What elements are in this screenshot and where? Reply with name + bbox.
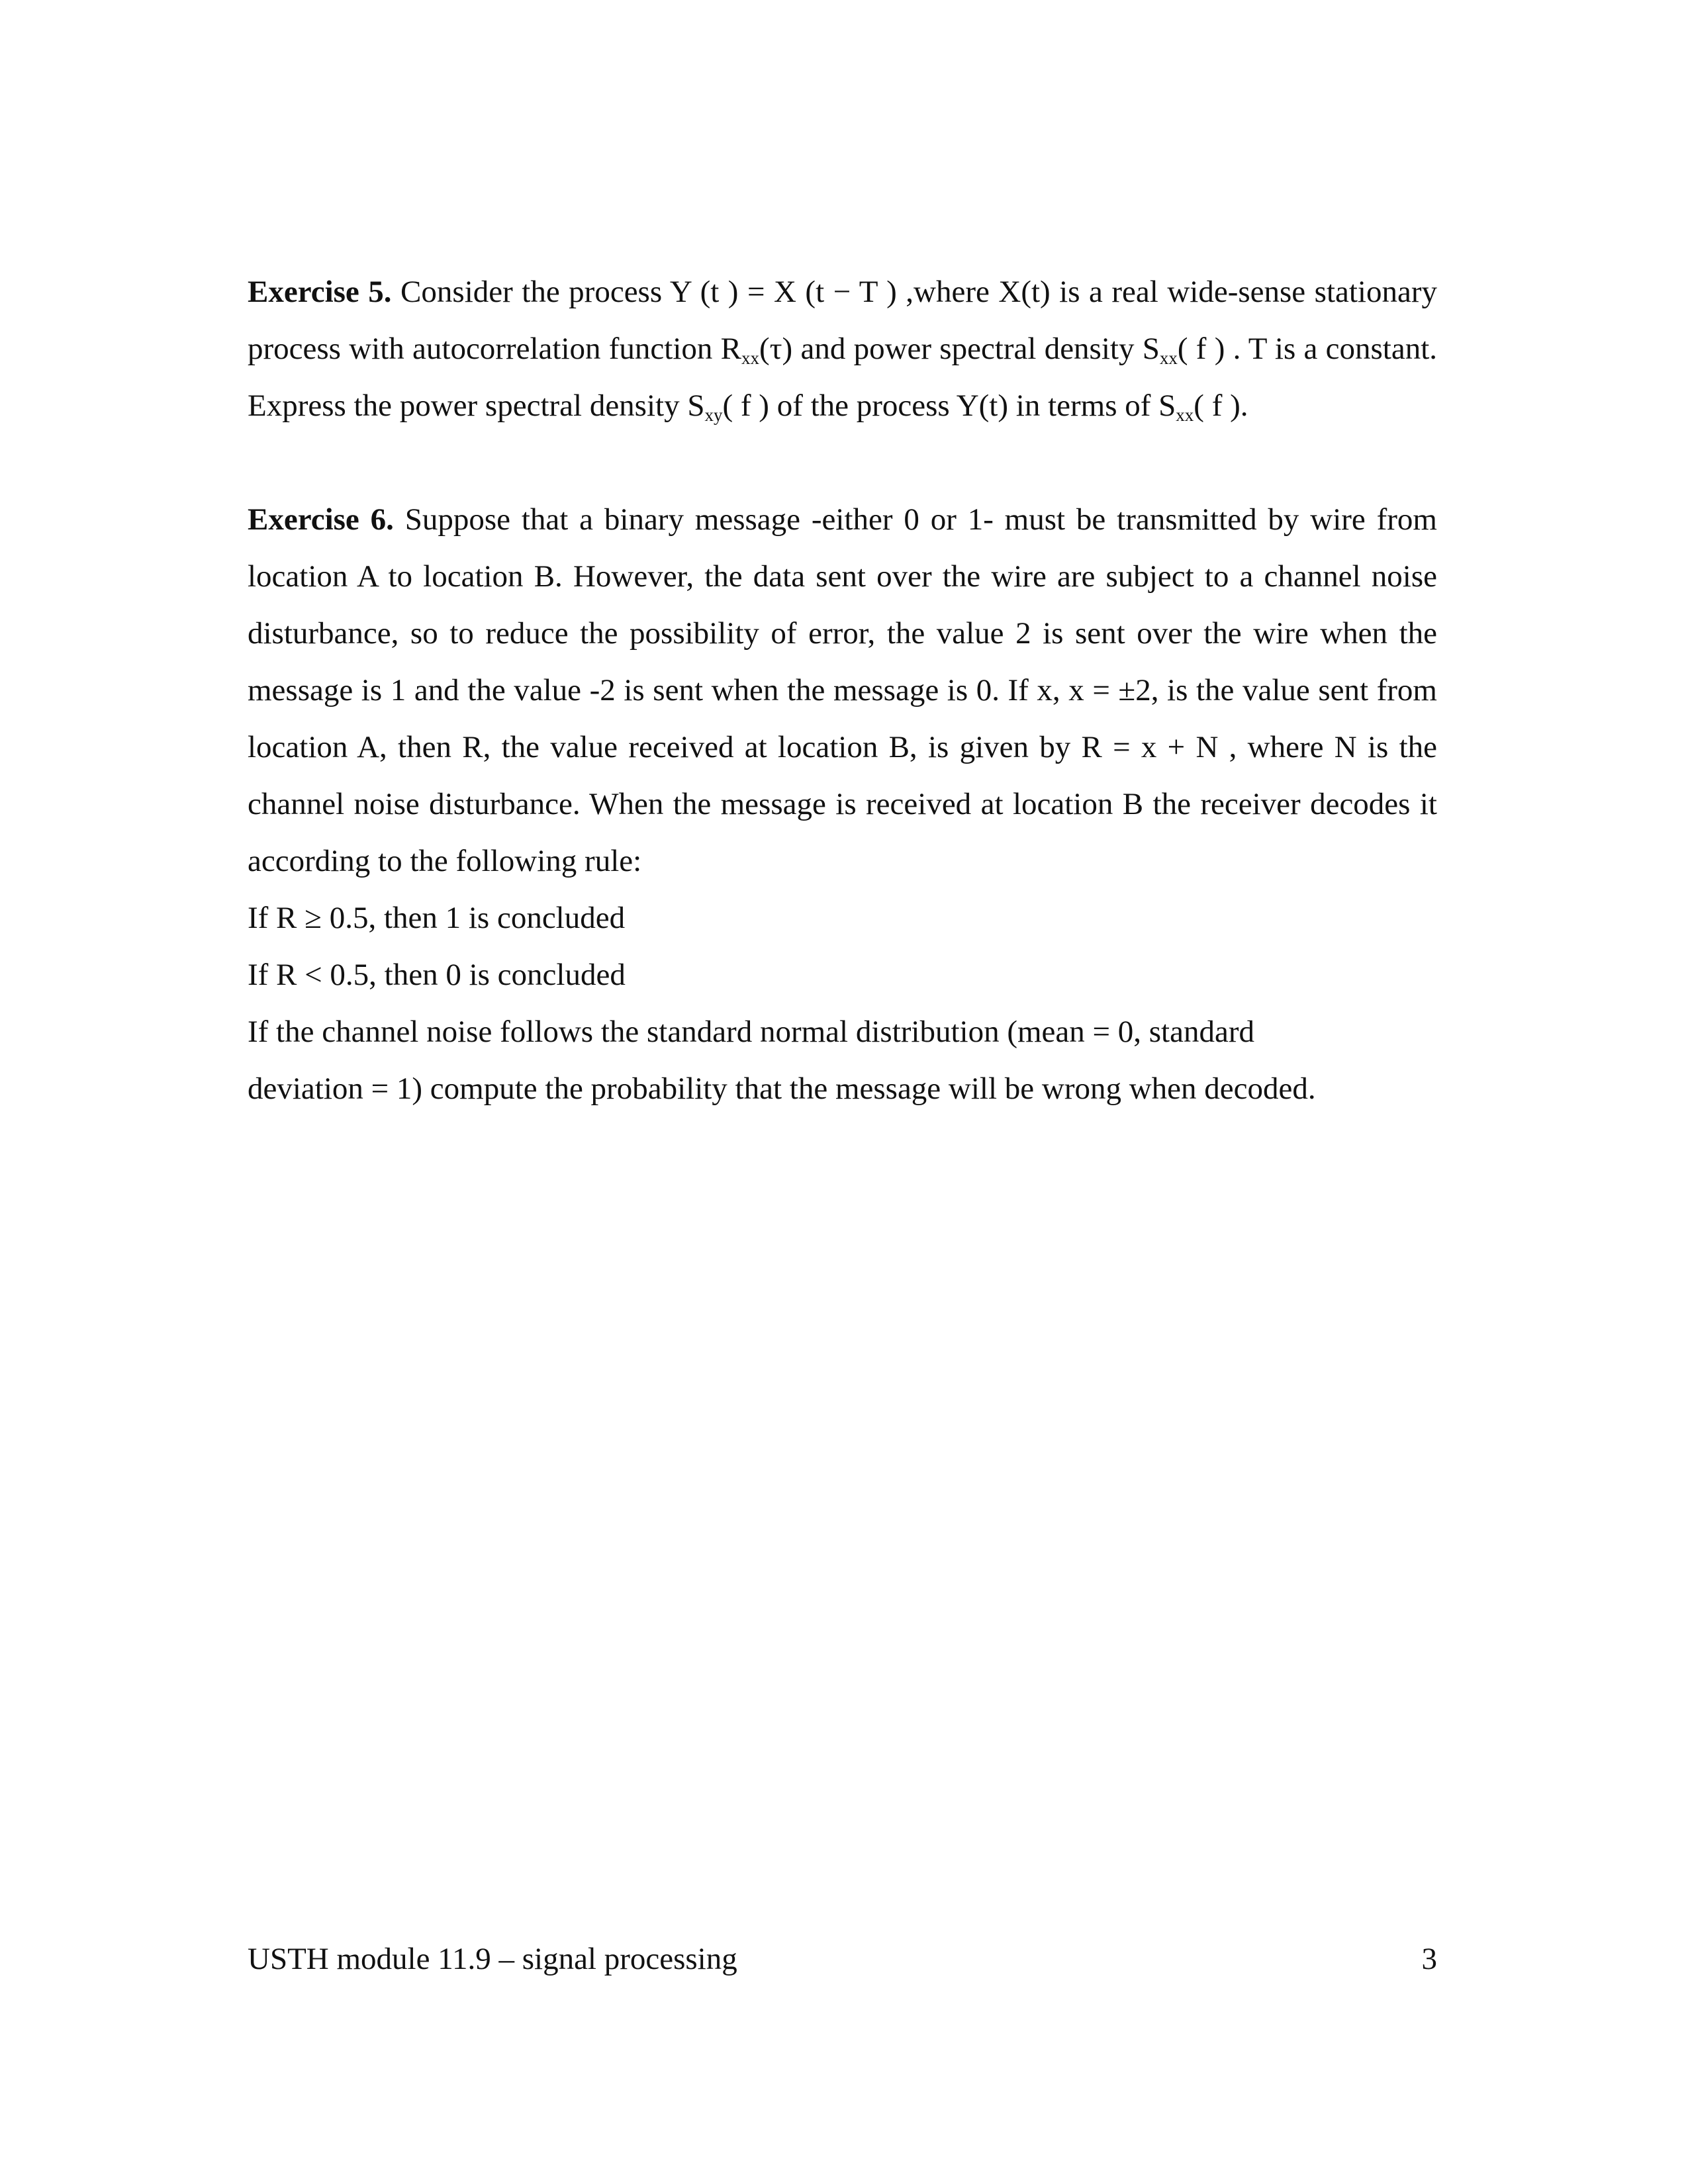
exercise-6-body: Suppose that a binary message -either 0 or 1- must be transmitted by wire from location A to location B. However, the data sent over the wire are subject to a channel noise disturbance, so to reduce the possibility of error, the value 2 is sent over the wire when the message is 1 and the value -2 is sent when the message is 0. If x, x = ±2, is the value sent from location A, then R, the value received at location B, is given by R = x + N , where N is the channel noise disturbance. When the message is received at location B the receiver decodes it according to the following rule: xyxy=(248,502,1437,878)
exercise-5-text: Consider the process Y (t ) = X (t − T ) ,where X(t) is a real wide-sense stationary process with autocorrelation function R xyxy=(248,275,1437,366)
page-footer xyxy=(248,1939,1437,1979)
footer-module-title: USTH module 11.9 – signal processing xyxy=(248,1942,737,1976)
decode-rule-2: If R < 0.5, then 0 is concluded xyxy=(248,958,626,992)
exercise-5-heading: Exercise 5. xyxy=(248,275,392,309)
exercise-6-closing-line-2: deviation = 1) compute the probability that the message will be wrong when decoded. xyxy=(248,1071,1316,1106)
page-number: 3 xyxy=(1421,1942,1437,1976)
exercise-5-text: (τ) and power spectral density S xyxy=(759,332,1160,366)
exercise-5-paragraph xyxy=(248,263,1437,434)
subscript-xy: xy xyxy=(704,405,723,425)
subscript-xx: xx xyxy=(1159,348,1178,368)
exercise-6-closing-line-1: If the channel noise follows the standard normal distribution (mean = 0, standard xyxy=(248,1015,1254,1049)
exercise-6-block xyxy=(248,491,1437,1117)
exercise-5-text: ( f ) . T is a constant. Express the power spectral density S xyxy=(248,332,1437,423)
subscript-xx: xx xyxy=(741,348,760,368)
exercise-5-text: ( f ) of the process Y(t) in terms of S xyxy=(722,388,1176,423)
page-content xyxy=(248,263,1437,1117)
exercise-6-heading: Exercise 6. xyxy=(248,502,394,537)
exercise-6-paragraph xyxy=(248,491,1437,889)
decode-rule-1: If R ≥ 0.5, then 1 is concluded xyxy=(248,901,626,935)
subscript-xx: xx xyxy=(1176,405,1194,425)
exercise-5-text: ( f ). xyxy=(1194,388,1248,423)
